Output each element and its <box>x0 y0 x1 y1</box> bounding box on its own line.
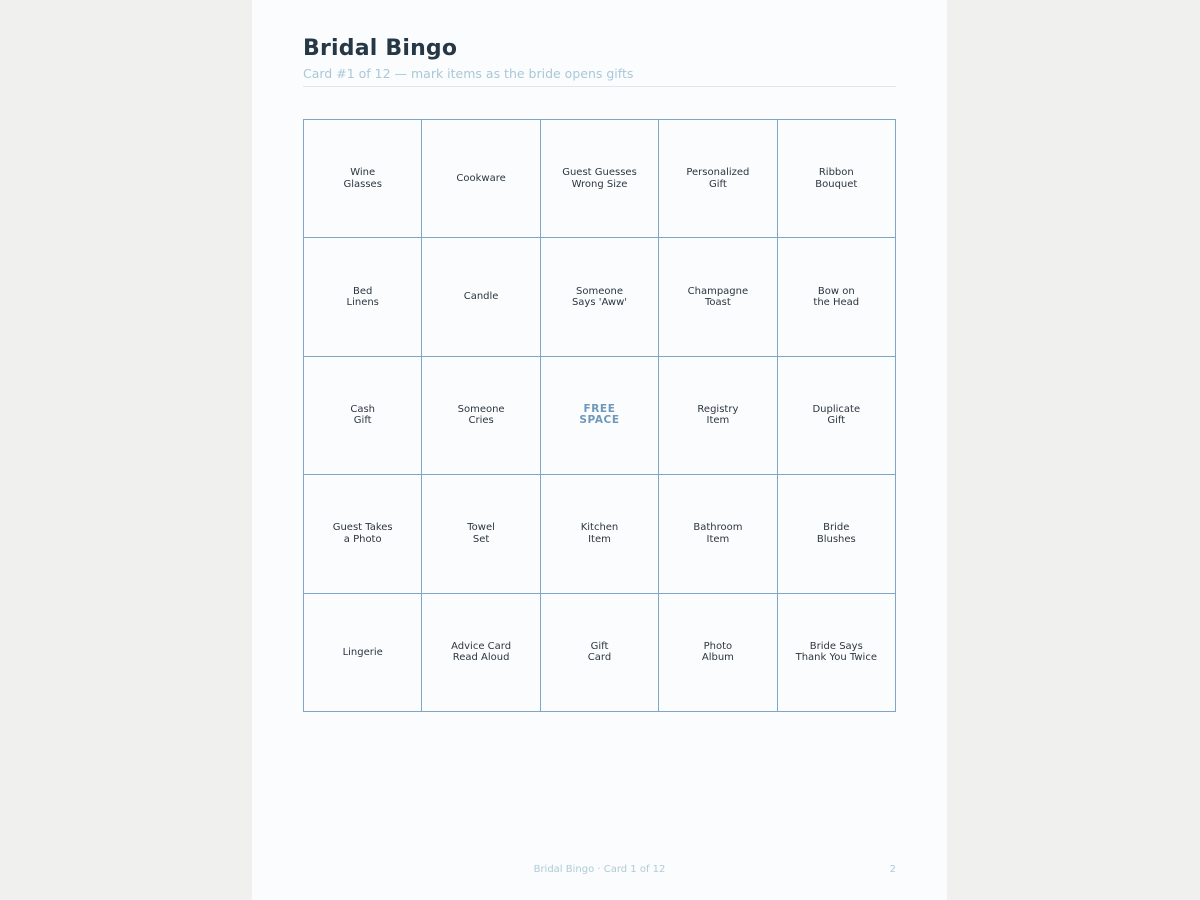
document-page <box>252 0 947 900</box>
bingo-cell[interactable]: Bride Blushes <box>778 475 896 593</box>
bingo-cell[interactable]: Champagne Toast <box>659 238 777 356</box>
bingo-cell[interactable]: Guest Takes a Photo <box>304 475 422 593</box>
bingo-cell[interactable]: Cookware <box>422 120 540 238</box>
bingo-cell[interactable]: Bathroom Item <box>659 475 777 593</box>
bingo-cell[interactable]: Bed Linens <box>304 238 422 356</box>
bingo-cell[interactable]: Someone Says 'Aww' <box>541 238 659 356</box>
page-number: 2 <box>889 864 896 875</box>
bingo-grid <box>303 119 896 712</box>
bingo-cell[interactable]: Lingerie <box>304 594 422 712</box>
bingo-cell[interactable]: Bow on the Head <box>778 238 896 356</box>
bingo-cell[interactable]: Advice Card Read Aloud <box>422 594 540 712</box>
bingo-cell[interactable]: Kitchen Item <box>541 475 659 593</box>
bingo-cell[interactable]: Wine Glasses <box>304 120 422 238</box>
bingo-cell[interactable]: Bride Says Thank You Twice <box>778 594 896 712</box>
bingo-cell[interactable]: Ribbon Bouquet <box>778 120 896 238</box>
bingo-cell[interactable]: Registry Item <box>659 357 777 475</box>
bingo-cell[interactable]: Photo Album <box>659 594 777 712</box>
bingo-cell[interactable]: Personalized Gift <box>659 120 777 238</box>
bingo-cell[interactable]: Guest Guesses Wrong Size <box>541 120 659 238</box>
page-title: Bridal Bingo <box>303 36 458 61</box>
page-subtitle: Card #1 of 12 — mark items as the bride opens gifts <box>303 66 634 81</box>
page-footer: Bridal Bingo · Card 1 of 12 <box>533 864 666 875</box>
free-space-cell[interactable]: FREE SPACE <box>541 357 659 475</box>
bingo-cell[interactable]: Duplicate Gift <box>778 357 896 475</box>
bingo-cell[interactable]: Someone Cries <box>422 357 540 475</box>
bingo-cell[interactable]: Cash Gift <box>304 357 422 475</box>
header-divider <box>303 86 896 87</box>
bingo-cell[interactable]: Candle <box>422 238 540 356</box>
bingo-cell[interactable]: Towel Set <box>422 475 540 593</box>
bingo-cell[interactable]: Gift Card <box>541 594 659 712</box>
